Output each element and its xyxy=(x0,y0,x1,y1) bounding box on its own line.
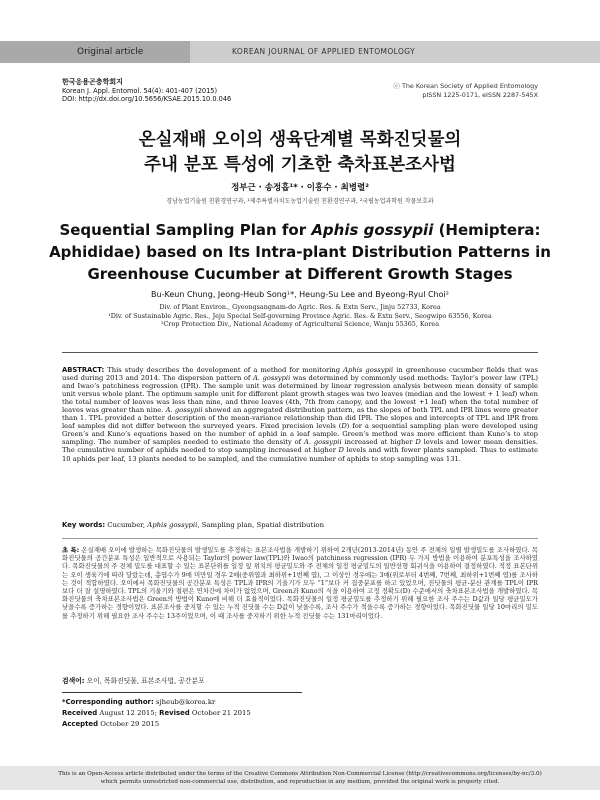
divider-top xyxy=(62,352,538,353)
accepted xyxy=(62,719,362,730)
corresponding-email[interactable]: sjheub@korea.kr xyxy=(153,698,216,706)
divider-footnote xyxy=(62,692,302,693)
abstract-label: ABSTRACT: xyxy=(62,366,105,374)
species-name: Aphis gossypii xyxy=(343,366,394,374)
affiliation-3: ²Crop Protection Div., National Academy of Agricultural Science, Wanju 55365, Korea xyxy=(160,320,440,329)
species-name: A. gossypii xyxy=(165,406,203,415)
revised-date: October 21 2015 xyxy=(189,709,251,717)
affiliations-english xyxy=(0,303,600,329)
abstract-text: levels and lower mean densities. The cumulative number of aphids needed to stop sampling increased at higher xyxy=(62,438,538,455)
license-line-2: which permits unrestricted non-commercial use, distribution, and reproduction in any medium, provided the original work is properly cited. xyxy=(100,779,500,785)
journal-banner: KOREAN JOURNAL OF APPLIED ENTOMOLOGY xyxy=(232,47,416,56)
title-english-part-a: Sequential Sampling Plan for xyxy=(59,221,312,239)
copyright: ⓒ The Korean Society of Applied Entomology xyxy=(393,82,538,90)
title-korean-line-2: 주내 분포 특성에 기초한 축차표본조사법 xyxy=(144,155,456,175)
korean-abstract xyxy=(62,546,538,620)
accepted-date: October 29 2015 xyxy=(98,720,160,728)
korean-abstract-text: 온실재배 오이에 발생하는 목화진딧물의 발생밀도를 추정하는 표본조사법을 개발하기 위하여 2개년(2013-2014년) 동안 주 전체의 일별 발생밀도를 조사하였다. 목화진딧물의 공간분포 특성은 일반적으로 사용되는 Taylor의 power law(TPL)와 Iwao의 patchiness regression (IPR) 두 가지 방법을 이용하여 분포특성을 조사하였다. 목화진딧물의 주 전체 밀도를 대표할 수 있는 표본단위를 일정 잎 위치의 평균밀도와 주 전체의 일정 평균밀도의 일반선형 회귀식을 이용하여 결정하였다. 적정 표본단위는 오이 생육기에 따라 달랐는데, 총엽수가 9매 미만일 경우 2매(중위엽과 최하위+1번째 엽), 그 이상인 경우에는 3매(위로부터 4번째, 7번째, 최하위+1번째 엽)를 조사하는 것이 적합하였다. 오이에서 목화진딧물의 공간분포 특성은 TPL과 IPR의 기울기가 모두 “1”보다 커 집중분포를 하고 있었으며, 진딧물의 평균-분산 관계를 TPL이 IPR보다 더 잘 설명하였다. TPL의 기울기와 절편은 연차간에 차이가 없었으며, Green과 Kuno의 식을 이용하여 고정 정확도(D) 수준에서의 축차표본조사법을 개발하였다. 목화진딧물의 축차표본조사법은 Green의 방법이 Kuno에 비해 더 효율적이었다. 목화진딧물의 일정 평균밀도를 추정하기 위해 필요한 조사 주수는 D값과 일당 평균밀도가 낮을수록 증가하는 경향이었다. 표본조사를 중지할 수 있는 누적 진딧물 수는 D값이 낮을수록, 조사 주수가 적을수록 증가하는 경향이었다. 목화진딧물 일당 10마리의 밀도를 추정하기 위해 필요한 조사 주수는 13주이었으며, 이 때 조사를 중지하기 위한 누적 진딧물 수는 131마리이었다. xyxy=(62,546,538,620)
keywords xyxy=(62,521,538,530)
species-name: A. gossypii xyxy=(252,374,291,383)
abstract-text: showed an aggregated distribution pattern, as the slopes of both TPL and IPR lines were greater than 1. TPL provided a better description of the mean-variance relationship than did IPR. The slopes and intercepts of TPL and IPR from leaf samples did not differ between the surveyed years. Fixed precision levels ( xyxy=(62,406,538,431)
corresponding-author xyxy=(62,697,362,708)
article-type-label: Original article xyxy=(0,41,190,63)
abstract-text: ) for a sequential sampling plan were developed using Green’s and Kuno’s equations based on the number of aphid in a leaf sample. Green’s method was more efficient than Kuno’s to stop sampling. The number of samples needed to estimate the density of xyxy=(62,422,539,447)
copyright-block xyxy=(394,82,538,99)
keywords-text: , Sampling plan, Spatial distribution xyxy=(197,521,325,529)
doi-link[interactable]: DOI: http://dx.doi.org/10.5656/KSAE.2015.10.0.046 xyxy=(62,95,232,103)
title-english-species: Aphis gossypii xyxy=(311,221,434,239)
abstract-text: increased at higher xyxy=(341,438,416,447)
license-footer xyxy=(0,766,600,790)
authors-korean: 정부근 · 송정흡¹* · 이흥수 · 최병렬² xyxy=(231,183,369,193)
species-name: A. gossypii xyxy=(303,438,342,447)
title-korean-line-1: 온실재배 오이의 생육단계별 목화진딧물의 xyxy=(138,130,462,150)
issn: pISSN 1225-0171, eISSN 2287-545X xyxy=(422,90,538,99)
keywords-korean xyxy=(62,677,538,686)
license-line-1: This is an Open-Access article distributed under the terms of the Creative Commons Attribution Non-Commercial License (http://creativecommons.org/licenses/by-nc/3.0) xyxy=(58,771,542,777)
precision-symbol: D xyxy=(338,446,344,455)
affiliation-2: ¹Div. of Sustainable Agric. Res., Jeju Special Self-governing Province Agric. Res. & Extn Serv., Seogwipo 63556, Korea xyxy=(108,311,492,320)
precision-symbol: D xyxy=(341,422,347,431)
abstract-text: levels and with fewer plants sampled. Thus to estimate 10 aphids per leaf, 13 plants needed to be sampled, and the cumulative number of aphids to stop sampling was 131. xyxy=(62,446,538,463)
affiliations-korean: 경남농업기술원 친환경연구과, ¹제주특별자치도농업기술원 친환경연구과, ²국립농업과학원 작물보호과 xyxy=(166,198,434,205)
header-band xyxy=(0,41,600,63)
received-label: Received xyxy=(62,709,98,717)
divider-mid xyxy=(62,538,538,539)
keywords-text: Cucumber, xyxy=(105,521,148,529)
abstract-text: in greenhouse cucumber fields that was used during 2013 and 2014. The dispersion pattern of xyxy=(62,366,539,383)
title-korean xyxy=(0,128,600,178)
keywords-korean-text: 오이, 목화진딧물, 표본조사법, 공간분포 xyxy=(84,677,205,685)
precision-symbol: D xyxy=(415,438,421,447)
affiliation-1: Div. of Plant Environ., Gyeongsangnam-do Agric. Res. & Extn Serv., Jinju 52733, Korea xyxy=(159,303,441,311)
title-english-part-b: (Hemiptera: Aphididae) based on Its Intra-plant Distribution Patterns in Greenhouse Cucumber at Different Growth Stages xyxy=(49,221,551,283)
correspondence-block xyxy=(62,697,362,730)
korean-abstract-label: 초 록: xyxy=(62,546,80,554)
revised-label: Revised xyxy=(159,709,190,717)
accepted-label: Accepted xyxy=(62,720,99,728)
keywords-korean-label: 검색어: xyxy=(62,677,85,685)
authors-english: Bu-Keun Chung, Jeong-Heub Song¹*, Heung-Su Lee and Byeong-Ryul Choi² xyxy=(151,290,449,299)
journal-name-kr: 한국응용곤충학회지 xyxy=(62,78,123,86)
title-english xyxy=(40,219,560,285)
citation-block xyxy=(62,78,231,104)
abstract-text: was determined by commonly used methods: Taylor’s power law (TPL) and Iwao’s patchiness regression (IPR). The sample unit was determined by linear regression analysis between mean density of sample unit versus whole plant. The optimum sample unit for different plant growth stages was two leaves (median and the lowest + 1 leaf) when the total number of leaves was less than nine, and three leaves (4th, 7th from canopy, and the lowest +1 leaf) when the total number of leaves was greater than nine. xyxy=(62,374,539,415)
abstract xyxy=(62,366,538,463)
received-revised xyxy=(62,708,362,719)
abstract-text: This study describes the development of a method for monitoring xyxy=(104,366,344,374)
species-name: Aphis gossypii xyxy=(147,521,198,529)
citation: Korean J. Appl. Entomol. 54(4): 401-407 (2015) xyxy=(62,86,218,95)
keywords-label: Key words: xyxy=(62,521,106,529)
received-date: August 12 2015; xyxy=(97,709,160,717)
corresponding-label: *Corresponding author: xyxy=(62,698,154,706)
